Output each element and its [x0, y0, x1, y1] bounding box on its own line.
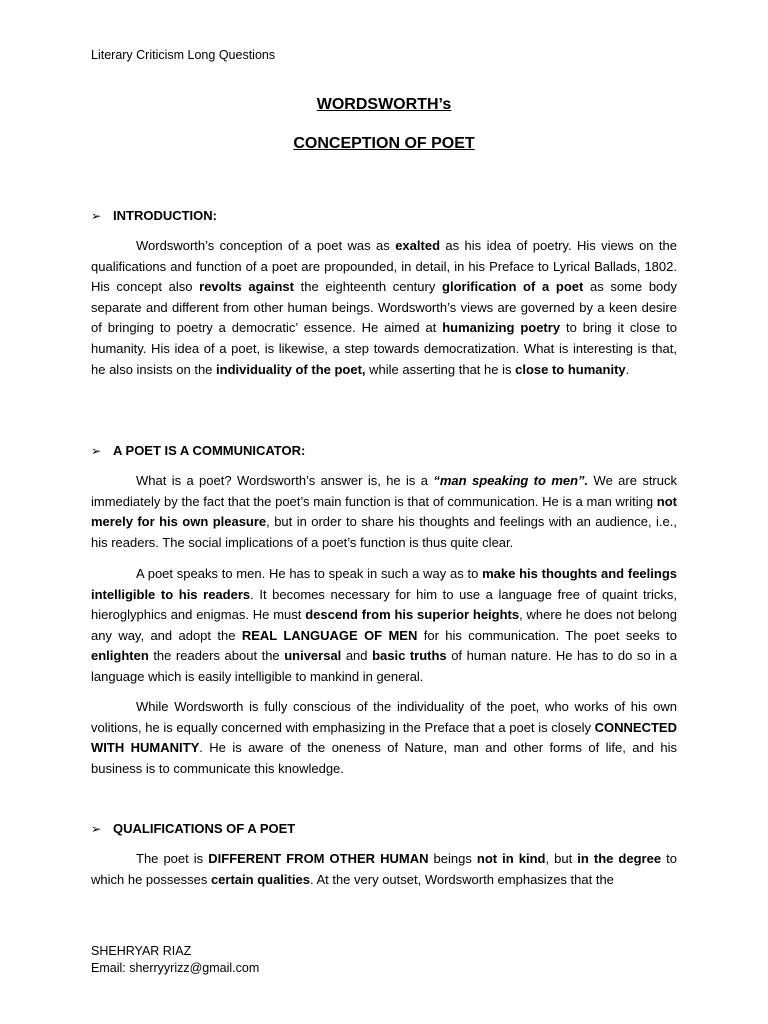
emphasis-text: enlighten	[91, 648, 149, 664]
paragraph: While Wordsworth is fully conscious of the individuality of the poet, who works of his own volitions, he is equally concerned with emphasizing in the Preface that a poet is closely CONNECTED WITH HUMANITY. He is aware of the oneness of Nature, man and other forms of life, and his business is to communicate this knowledge.	[91, 699, 678, 776]
emphasis-text: humanizing poetry	[442, 320, 561, 336]
section-heading-label: INTRODUCTION:	[113, 208, 217, 223]
paragraph: Wordsworth’s conception of a poet was as exalted as his idea of poetry. His views on the qualifications and function of a poet are propounded, in detail, in his Preface to Lyrical Ballads, 1802. His concept also revolts against the eighteenth century glorification of a poet as some body separate and different from other human beings. Wordsworth’s views are governed by a keen desire of bringing to poetry a democratic’ essence. He aimed at humanizing poetry to bring it close to humanity. His idea of a poet, is likewise, a step towards democratization. What is interesting is that, he also insists on the individuality of the poet, while asserting that he is close to humanity.	[91, 238, 678, 377]
section-heading-introduction	[91, 208, 217, 224]
emphasis-text: revolts against	[199, 279, 294, 295]
emphasis-text: individuality of the poet,	[216, 361, 366, 377]
emphasis-text: make his thoughts and feelings intelligible to his readers	[91, 566, 677, 602]
emphasis-text: DIFFERENT FROM OTHER HUMAN	[208, 851, 429, 866]
running-head: Literary Criticism Long Questions	[91, 48, 276, 62]
emphasis-text: universal	[284, 648, 342, 664]
emphasis-text: “man speaking to men”.	[433, 473, 589, 488]
footer-author: SHEHRYAR RIAZ	[91, 944, 192, 958]
paragraph: What is a poet? Wordsworth’s answer is, he is a “man speaking to men”. We are struck immediately by the fact that the poet’s main function is that of communication. He is a man writing not merely for his own pleasure, but in order to share his thoughts and feelings with an audience, i.e., his readers. The social implications of a poet’s function is thus quite clear.	[91, 473, 677, 550]
emphasis-text: exalted	[395, 238, 441, 253]
emphasis-text: CONNECTED WITH HUMANITY	[91, 719, 677, 756]
emphasis-text: not in kind	[476, 851, 546, 866]
emphasis-text: not merely for his own pleasure	[91, 493, 677, 530]
section-heading-label: QUALIFICATIONS OF A POET	[113, 821, 296, 836]
title-line-1: WORDSWORTH’s	[316, 96, 452, 113]
section-heading-communicator	[91, 443, 305, 459]
emphasis-text: REAL LANGUAGE OF MEN	[241, 627, 418, 643]
arrow-bullet-icon: ➢	[91, 444, 102, 458]
emphasis-text: close to humanity	[515, 361, 626, 377]
paragraph: The poet is DIFFERENT FROM OTHER HUMAN beings not in kind, but in the degree to which he possesses certain qualities. At the very outset, Wordsworth emphasizes that the	[91, 851, 677, 887]
arrow-bullet-icon: ➢	[91, 822, 102, 836]
emphasis-text: certain qualities	[210, 871, 310, 887]
footer-email: Email: sherryyrizz@gmail.com	[91, 961, 260, 975]
emphasis-text: in the degree	[577, 851, 662, 866]
paragraph: A poet speaks to men. He has to speak in such a way as to make his thoughts and feelings intelligible to his readers. It becomes necessary for him to use a language free of quaint tricks, hieroglyphics and enigmas. He must descend from his superior heights, where he does not belong any way, and adopt the REAL LANGUAGE OF MEN for his communication. The poet seeks to enlighten the readers about the universal and basic truths of human nature. He has to do so in a language which is easily intelligible to mankind in general.	[91, 566, 678, 684]
emphasis-text: basic truths	[372, 648, 447, 664]
footer	[91, 943, 259, 977]
section-heading-label: A POET IS A COMMUNICATOR:	[113, 443, 306, 458]
emphasis-text: descend from his superior heights	[305, 607, 520, 623]
emphasis-text: glorification of a poet	[442, 279, 584, 295]
section-heading-qualifications	[91, 821, 295, 837]
title-line-2: CONCEPTION OF POET	[293, 135, 475, 152]
arrow-bullet-icon: ➢	[91, 209, 102, 223]
